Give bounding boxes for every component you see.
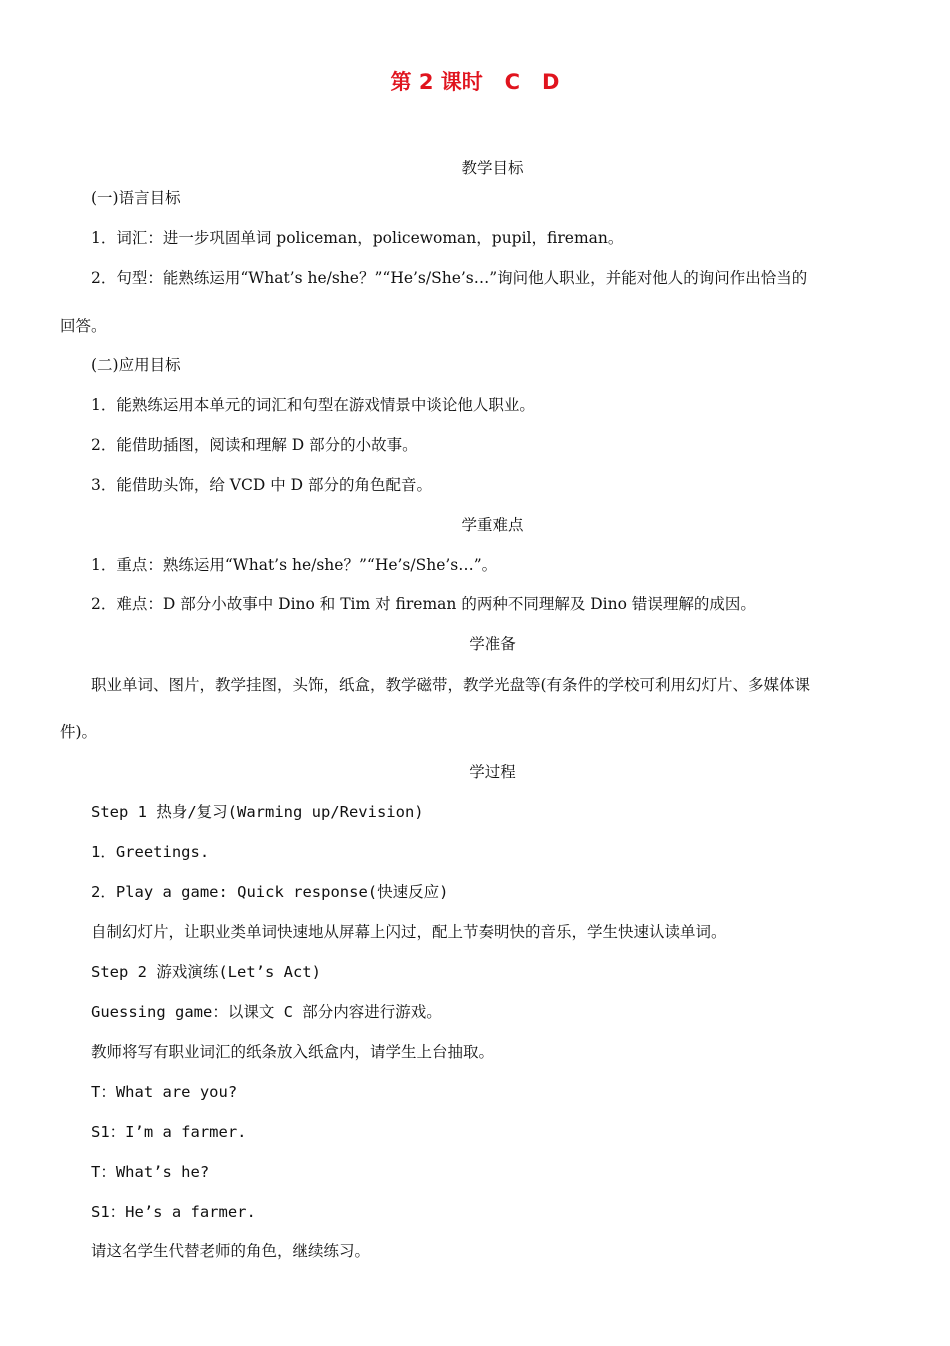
key-points-heading: 学重难点: [461, 516, 524, 534]
process-heading: 学过程: [469, 763, 516, 781]
step2-instruction: 教师将写有职业词汇的纸条放入纸盒内，请学生上台抽取。: [91, 1043, 495, 1061]
application-goal-1: 1．能熟练运用本单元的词汇和句型在游戏情景中谈论他人职业。: [91, 396, 535, 414]
preparation-line2: 件)。: [60, 723, 98, 741]
step2-game: Guessing game：以课文 C 部分内容进行游戏。: [91, 1003, 442, 1021]
dialogue-line-4: S1：He’s a farmer.: [91, 1203, 256, 1221]
sentence-pattern-goal-line2: 回答。: [60, 317, 107, 335]
sentence-pattern-goal-line1: 2．句型：能熟练运用“What’s he/she？”“He’s/She’s…”询问他人职业，并能对他人的询问作出恰当的: [91, 269, 808, 287]
step1-description: 自制幻灯片，让职业类单词快速地从屏幕上闪过，配上节奏明快的音乐，学生快速认读单词。: [91, 923, 727, 941]
difficult-point: 2．难点：D 部分小故事中 Dino 和 Tim 对 fireman 的两种不同理解及 Dino 错误理解的成因。: [91, 595, 756, 613]
application-goal-3: 3．能借助头饰，给 VCD 中 D 部分的角色配音。: [91, 476, 432, 494]
language-goals-heading: (一)语言目标: [91, 189, 181, 207]
lesson-title: 第 2 课时 C D: [390, 70, 560, 94]
key-point: 1．重点：熟练运用“What’s he/she？”“He’s/She’s…”。: [91, 556, 498, 574]
application-goal-2: 2．能借助插图，阅读和理解 D 部分的小故事。: [91, 436, 418, 454]
step1-item1: 1．Greetings.: [91, 843, 210, 861]
objectives-heading: 教学目标: [461, 159, 524, 177]
dialogue-line-3: T：What’s he?: [91, 1163, 210, 1181]
preparation-heading: 学准备: [469, 635, 516, 653]
dialogue-line-1: T：What are you?: [91, 1083, 238, 1101]
step2-continue: 请这名学生代替老师的角色，继续练习。: [91, 1242, 371, 1260]
vocabulary-goal: 1．词汇：进一步巩固单词 policeman，policewoman，pupil，fireman。: [91, 229, 624, 247]
dialogue-line-2: S1：I’m a farmer.: [91, 1123, 247, 1141]
step1-heading: Step 1 热身/复习(Warming up/Revision): [91, 803, 424, 821]
application-goals-heading: (二)应用目标: [91, 356, 181, 374]
step1-item2: 2．Play a game: Quick response(快速反应): [91, 883, 449, 901]
preparation-line1: 职业单词、图片，教学挂图，头饰，纸盒，教学磁带，教学光盘等(有条件的学校可利用幻灯片、多媒体课: [91, 676, 811, 694]
step2-heading: Step 2 游戏演练(Let’s Act): [91, 963, 321, 981]
